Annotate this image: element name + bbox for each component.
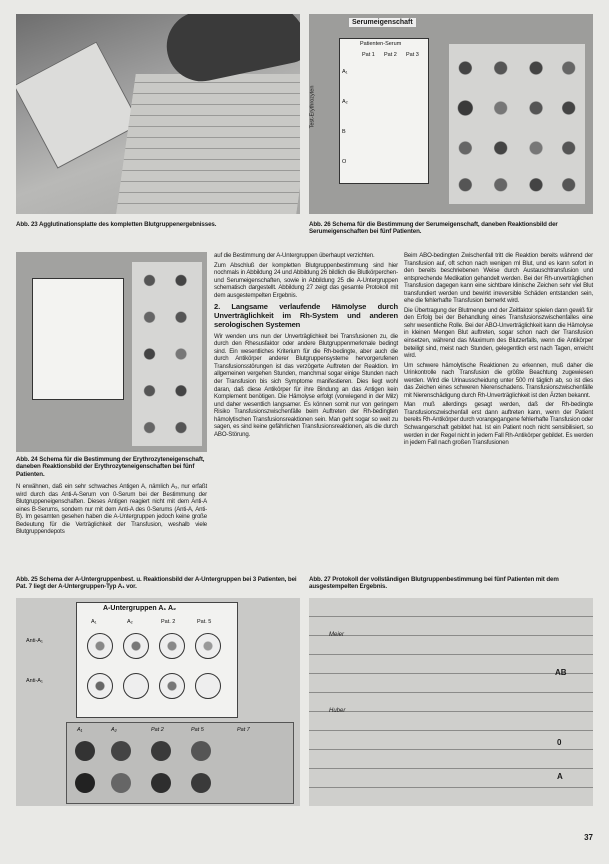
protocol-entry: AB	[555, 668, 567, 677]
agglutination-plate	[16, 41, 141, 168]
scheme-dot	[123, 633, 149, 659]
right-paragraph-3: Um schwere hämolytische Reaktionen zu erkennen, muß daher die Urinkontrolle nach Transfusion die größte Beachtung zugewiesen werden. Wird die Urinausscheidung unter 500 ml täglich ab, so ist dies das Zeichen eines schweren Nierenschadens. Transfusionszwischenfälle mit Nierenschädigung durch Rh-Unverträglichkeit ist den Ärzten bekannt.	[404, 361, 593, 399]
handwritten-label: Pat 5	[191, 727, 204, 733]
figure-23-photo	[16, 14, 300, 214]
middle-paragraph-1: auf die Bestimmung der A-Untergruppen überhaupt verzichten.	[214, 252, 375, 259]
figure-25-photo	[16, 598, 300, 806]
figure-25-scheme	[76, 602, 238, 718]
figure-23-caption: Abb. 23 Agglutinationsplatte des kompletten Blutgruppenergebnisses.	[16, 221, 217, 228]
figure-26-col-3: Pat 3	[406, 52, 419, 58]
figure-26-reaction-dots	[449, 44, 585, 204]
figure-27-caption: Abb. 27 Protokoll der vollständigen Blutgruppenbestimmung bei fünf Patienten mit dem ausgestempelten Ergebnis.	[309, 576, 559, 591]
scheme-dot	[159, 673, 185, 699]
reaction-dot	[75, 741, 95, 761]
right-paragraph-4: Man muß allerdings gesagt werden, daß der Rh-bedingte Transfusionszwischenfall erst dann auftreten kann, wenn der Patient bereits Rh-Antikörper durch vorangegangene fehlerhafte Transfusion oder Schwangerschaft gebildet hat. Ist ein Patient noch nicht sensibilisiert, so werden in der Regel nicht in jedem Fall Rh-Antikörper gebildet. Es werden in jedem Fall nach großen Transfusionen	[404, 401, 593, 447]
protocol-sheet	[116, 74, 300, 214]
figure-24-scheme	[32, 278, 124, 400]
figure-26-scheme	[339, 38, 429, 184]
scheme-dot	[195, 673, 221, 699]
middle-column-text	[214, 252, 398, 440]
figure-26-side-label: Test-Erythrozyten	[309, 85, 316, 129]
reaction-dot	[151, 773, 171, 793]
figure-26-col-2: Pat 2	[384, 52, 397, 58]
protocol-entry: Huber	[329, 708, 346, 714]
handwritten-label: A₁	[77, 727, 83, 733]
figure-26-title: Serumeigenschaft	[349, 18, 416, 27]
protocol-entry: 0	[557, 738, 562, 747]
scheme-dot	[195, 633, 221, 659]
figure-26-row-header: Patienten-Serum	[360, 41, 402, 47]
figure-25-col-3: Pat. 2	[161, 619, 176, 625]
figure-27-photo	[309, 598, 593, 806]
figure-24-caption: Abb. 24 Schema für die Bestimmung der Erythrozyteneigenschaft, daneben Reaktionsbild der Erythrozyteneigenschaften bei fünf Patienten.	[16, 456, 205, 478]
figure-26-row-3: B	[342, 129, 346, 135]
right-paragraph-1: Beim ABO-bedingten Zwischenfall tritt die Reaktion bereits während der Transfusion auf, oft schon nach wenigen ml Blut, und es kann sofort in den bereits beschriebenen Weise durch Austauschtransfusion und entsprechende Medikation gehandelt werden. Bei der Rh-unverträglichen Transfusion dagegen kann eine sichtbare klinische Zeichen sehr viel Blut transfundiert werden und bewirkt irreversible Schäden entstanden sein, ehe die fehlerhafte Transfusion bemerkt wird.	[404, 252, 593, 305]
figure-25-col-1: A₁	[91, 619, 97, 625]
right-paragraph-2: Die Übertragung der Blutmenge und der Zeitfaktor spielen dann gewiß für den Erfolg bei der Behandlung eines Transfusionszwischenfalles eine sehr wesentliche Rolle. Bei der ABO-Unverträglichkeit kann die Hämolyse in kleinen Mengen Blut auftreten, sogar schon nach der Transfusion einsetzen, während das Maximum des Blutzerfalls, wenn die Antikörper beteiligt sind, meist nach Stunden, gelegentlich erst nach Tagen, erreicht wird.	[404, 306, 593, 360]
figure-25-caption: Abb. 25 Schema der A-Untergruppenbest. u. Reaktionsbild der A-Untergruppen bei 3 Patienten, bei Pat. 7 liegt der A-Untergruppen-Typ A₁ vor.	[16, 576, 297, 591]
handwritten-label: Pat 2	[151, 727, 164, 733]
reaction-dot	[75, 773, 95, 793]
reaction-dot	[151, 741, 171, 761]
figure-26-photo	[309, 14, 593, 214]
middle-paragraph-2: Zum Abschluß der kompletten Blutgruppenbestimmung sind hier nochmals in Abbildung 24 und Abbildung 26 bildlich die Blutkörperchen- und Serumeigenschaften, sowie in Abbildung 25 die A-Untergruppen schematisch dargestellt. Abbildung 27 zeigt das gesamte Protokoll mit dem ausgestempelten Ergebnis.	[214, 261, 398, 299]
figure-26-row-4: O	[342, 159, 347, 165]
figure-26-row-1: A₁	[342, 69, 348, 75]
reaction-dot	[111, 741, 131, 761]
reaction-dot	[191, 741, 211, 761]
section-heading: 2. Langsame verlaufende Hämolyse durch Unverträglichkeit im Rh-System und anderen serologischen Systemen	[214, 302, 398, 329]
scheme-dot	[87, 633, 113, 659]
figure-25-plate	[66, 722, 294, 804]
left-column-text	[16, 483, 207, 538]
right-column-text	[404, 252, 593, 449]
reaction-dot	[111, 773, 131, 793]
figure-26-row-2: A₂	[342, 99, 348, 105]
figure-25-row-2: Anti-A₁	[26, 678, 43, 684]
page-number: 37	[584, 833, 593, 842]
reaction-dot	[191, 773, 211, 793]
figure-26-caption: Abb. 26 Schema für die Bestimmung der Serumeigenschaft, daneben Reaktionsbild der Serumeigenschaften bei fünf Patienten.	[309, 221, 558, 236]
scheme-dot	[159, 633, 185, 659]
scheme-dot	[123, 673, 149, 699]
protocol-entry: Meier	[329, 632, 345, 638]
handwritten-label: Pat 7	[237, 727, 250, 733]
figure-25-row-1: Anti-A₁	[26, 638, 43, 644]
figure-26-col-1: Pat 1	[362, 52, 375, 58]
figure-24-reaction-dots	[132, 262, 202, 446]
protocol-entry: A	[557, 772, 563, 781]
figure-24-photo	[16, 252, 207, 452]
figure-25-col-2: A₂	[127, 619, 133, 625]
handwritten-label: A₂	[111, 727, 117, 733]
left-paragraph: N erwähnen, daß ein sehr schwaches Antigen A, nämlich A₃, nur erfaßt wird durch das Anti-A-Serum von 0-Serum bei der Bestimmung der Blutgruppeneigenschaften. Dieses Antigen reagiert nicht mit dem Anti-A eines B-Serums, sondern nur mit dem Anti-A des 0-Serums (Anti-A, Anti-B). Im gesamten gesehen haben die A-Untergruppen jedoch keine große Bedeutung für die Verträglichkeit der Transfusion, weshalb viele Blutgruppendepots	[16, 483, 207, 536]
middle-paragraph-3: Wir wenden uns nun der Unverträglichkeit bei Transfusionen zu, die durch den Rhesusfaktor oder andere Blutgruppenmerkmale bedingt sind. Ein wesentliches Kriterium für die Rh-bedingte, aber auch die durch Antikörper anderer Blutgruppensysteme hervorgerufenen Transfusionsstörungen ist das verzögerte Auftreten der Reaktion. Im allgemeinen vergehen Stunden, manchmal sogar einige Stunden nach der Transfusion bis sich Symptome manifestieren. Dies liegt wohl daran, daß diese Antikörper für ihre Bindung an das Antigen kein Komplement benötigen. Die Hämolyse erfolgt (vorwiegend in der Milz) und daher wesentlich langsamer. Es können somit nur von geringem Risiko Transfusionszwischenfälle beim Auftreten der Rh-bedingten hämolytischen Transfusionsreaktionen sein. Man geht sogar so weit zu sagen, es sind keine gefährlichen Transfusionsreaktionen, als die durch ABO-Störung.	[214, 332, 398, 438]
figure-25-col-4: Pat. 5	[197, 619, 212, 625]
scheme-dot	[87, 673, 113, 699]
figure-25-title: A-Untergruppen A₁ A₂	[103, 605, 177, 612]
